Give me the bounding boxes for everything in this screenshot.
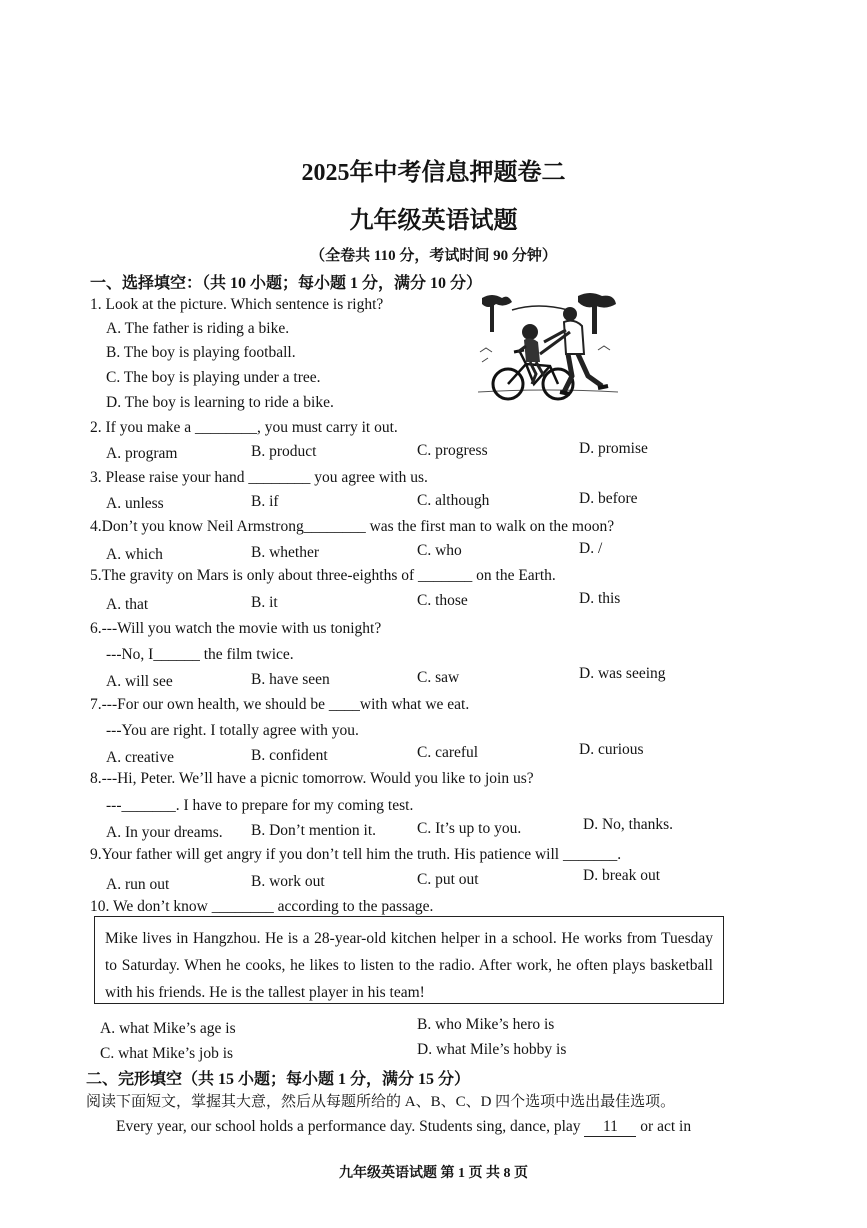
section1-heading: 一、选择填空：（共 10 小题；每小题 1 分，满分 10 分） [90,275,483,292]
question-6-stem: 6.---Will you watch the movie with us tonight? [90,620,382,637]
cloze-text-after: or act in [640,1118,692,1135]
question-4-option-b: B. whether [251,544,320,561]
question-2-option-c: C. progress [417,442,488,459]
question-7-option-d: D. curious [579,741,644,758]
question-7-stem: 7.---For our own health, we should be ____with what we eat. [90,696,470,713]
question-9-option-d: D. break out [583,867,661,884]
question-6-option-c: C. saw [417,669,460,686]
cloze-blank-11: 11 [584,1118,636,1137]
question-6-option-a: A. will see [106,673,173,690]
question-2-option-d: D. promise [579,440,648,457]
section2-instruction: 阅读下面短文，掌握其大意，然后从每题所给的 A、B、C、D 四个选项中选出最佳选项。 [86,1094,676,1110]
question-10-stem: 10. We don’t know ________ according to the passage. [90,898,434,915]
question-8-option-a: A. In your dreams. [106,824,223,841]
question-3-option-b: B. if [251,493,279,510]
question-9-option-a: A. run out [106,876,170,893]
exam-info: （全卷共 110 分，考试时间 90 分钟） [310,248,557,264]
question-9-option-b: B. work out [251,873,325,890]
question-7-option-b: B. confident [251,747,328,764]
question-3-option-d: D. before [579,490,638,507]
question-8-option-d: D. No, thanks. [583,816,673,833]
question-5-option-a: A. that [106,596,149,613]
exam-subtitle: 九年级英语试题 [349,208,518,234]
question-9-option-c: C. put out [417,871,479,888]
page-footer: 九年级英语试题 第 1 页 共 8 页 [339,1166,528,1181]
question-8-stem: 8.---Hi, Peter. We’ll have a picnic tomorrow. Would you like to join us? [90,770,534,787]
question-4-option-a: A. which [106,546,163,563]
question-5-stem: 5.The gravity on Mars is only about three-eighths of _______ on the Earth. [90,567,556,584]
question-5-option-d: D. this [579,590,621,607]
question-3-option-a: A. unless [106,495,164,512]
question-7-option-a: A. creative [106,749,174,766]
question-8-reply: ---_______. I have to prepare for my coming test. [106,797,414,814]
bike-lesson-illustration [478,292,618,408]
question-8-option-b: B. Don’t mention it. [251,822,377,839]
question-1-stem: 1. Look at the picture. Which sentence is right? [90,296,384,313]
question-10-option-d: D. what Mile’s hobby is [417,1041,567,1058]
cloze-first-line [116,1118,691,1137]
question-4-option-d: D. / [579,540,603,557]
question-1-option-b: B. The boy is playing football. [106,344,296,361]
question-2-option-b: B. product [251,443,317,460]
question-10-passage-text: Mike lives in Hangzhou. He is a 28-year-old kitchen helper in a school. He works from Tuesday to Saturday. When he cooks, he likes to listen to the radio. After work, he often plays basketball with his friends. He is the tallest player in his team! [105,930,713,1001]
question-10-option-c: C. what Mike’s job is [100,1045,234,1062]
question-10-option-a: A. what Mike’s age is [100,1020,236,1037]
exam-title: 2025年中考信息押题卷二 [301,160,566,186]
cloze-text-before: Every year, our school holds a performance day. Students sing, dance, play [116,1118,581,1135]
question-10-option-b: B. who Mike’s hero is [417,1016,555,1033]
question-1-option-c: C. The boy is playing under a tree. [106,369,321,386]
question-6-option-b: B. have seen [251,671,330,688]
question-9-stem: 9.Your father will get angry if you don’t tell him the truth. His patience will _______. [90,846,622,863]
question-5-option-b: B. it [251,594,278,611]
question-10-passage-box [94,916,724,1004]
question-8-option-c: C. It’s up to you. [417,820,522,837]
question-6-option-d: D. was seeing [579,665,666,682]
question-3-option-c: C. although [417,492,490,509]
question-6-reply: ---No, I______ the film twice. [106,646,294,663]
question-5-option-c: C. those [417,592,468,609]
question-2-option-a: A. program [106,445,178,462]
question-4-option-c: C. who [417,542,462,559]
question-2-stem: 2. If you make a ________, you must carry it out. [90,419,398,436]
question-4-stem: 4.Don’t you know Neil Armstrong________ was the first man to walk on the moon? [90,518,615,535]
question-1-option-d: D. The boy is learning to ride a bike. [106,394,334,411]
question-7-option-c: C. careful [417,744,479,761]
question-7-reply: ---You are right. I totally agree with you. [106,722,359,739]
section2-heading: 二、完形填空（共 15 小题；每小题 1 分，满分 15 分） [86,1071,471,1088]
question-1-option-a: A. The father is riding a bike. [106,320,290,337]
question-3-stem: 3. Please raise your hand ________ you agree with us. [90,469,428,486]
